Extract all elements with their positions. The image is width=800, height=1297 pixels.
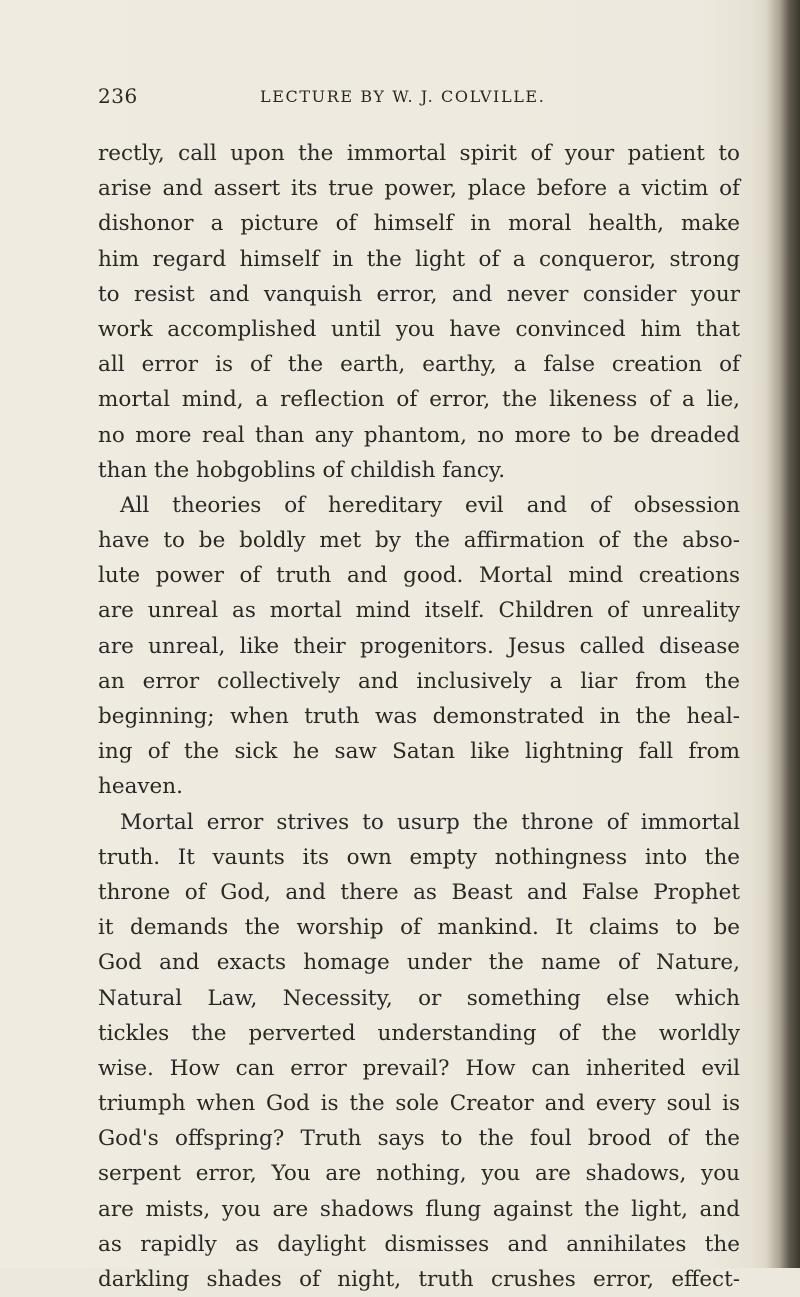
- text-line: an error collectively and inclusively a liar from the: [98, 668, 740, 694]
- text-line: heaven.: [98, 774, 183, 800]
- text-line: it demands the worship of mankind. It claims to be: [98, 915, 740, 941]
- text-line: Mortal error strives to usurp the throne of immortal: [120, 809, 740, 835]
- text-line: God's offspring? Truth says to the foul brood of the: [98, 1126, 740, 1152]
- body-text: [98, 136, 740, 1297]
- text-line: are unreal, like their progenitors. Jesus called disease: [98, 633, 740, 659]
- page-number: 236: [98, 84, 138, 108]
- text-line: tickles the perverted understanding of the worldly: [98, 1020, 740, 1046]
- text-line: have to be boldly met by the affirmation of the abso-: [98, 528, 740, 554]
- text-line: as rapidly as daylight dismisses and annihilates the: [98, 1231, 740, 1257]
- text-line: than the hobgoblins of childish fancy.: [98, 457, 506, 483]
- text-line: darkling shades of night, truth crushes error, effect-: [98, 1267, 740, 1292]
- text-line: God and exacts homage under the name of Nature,: [98, 950, 740, 976]
- text-line: all error is of the earth, earthy, a false creation of: [98, 352, 740, 378]
- text-line: work accomplished until you have convinced him that: [98, 316, 740, 342]
- page-binding-shadow: [766, 0, 800, 1268]
- text-line: arise and assert its true power, place before a victim of: [98, 176, 740, 202]
- text-line: are mists, you are shadows flung against the light, and: [98, 1196, 740, 1222]
- text-line: lute power of truth and good. Mortal mind creations: [98, 563, 740, 589]
- text-line: serpent error, You are nothing, you are shadows, you: [98, 1161, 740, 1187]
- page-header: [98, 84, 738, 112]
- text-line: to resist and vanquish error, and never consider your: [98, 281, 740, 307]
- running-head: LECTURE BY W. J. COLVILLE.: [260, 87, 546, 106]
- text-line: no more real than any phantom, no more to be dreaded: [98, 422, 740, 448]
- text-line: truth. It vaunts its own empty nothingness into the: [98, 844, 740, 870]
- text-line: are unreal as mortal mind itself. Children of unreality: [98, 598, 740, 624]
- text-line: ing of the sick he saw Satan like lightning fall from: [98, 739, 740, 765]
- text-line: Natural Law, Necessity, or something else which: [98, 985, 740, 1011]
- text-line: dishonor a picture of himself in moral health, make: [98, 211, 740, 237]
- text-line: him regard himself in the light of a conqueror, strong: [98, 246, 740, 272]
- text-line: beginning; when truth was demonstrated in the heal-: [98, 704, 740, 729]
- text-line: wise. How can error prevail? How can inherited evil: [98, 1055, 740, 1081]
- text-line: mortal mind, a reflection of error, the likeness of a lie,: [98, 387, 740, 413]
- text-line: All theories of hereditary evil and of obsession: [120, 492, 740, 518]
- text-line: triumph when God is the sole Creator and every soul is: [98, 1091, 740, 1117]
- text-line: throne of God, and there as Beast and False Prophet: [98, 879, 740, 905]
- text-line: rectly, call upon the immortal spirit of your patient to: [98, 141, 740, 166]
